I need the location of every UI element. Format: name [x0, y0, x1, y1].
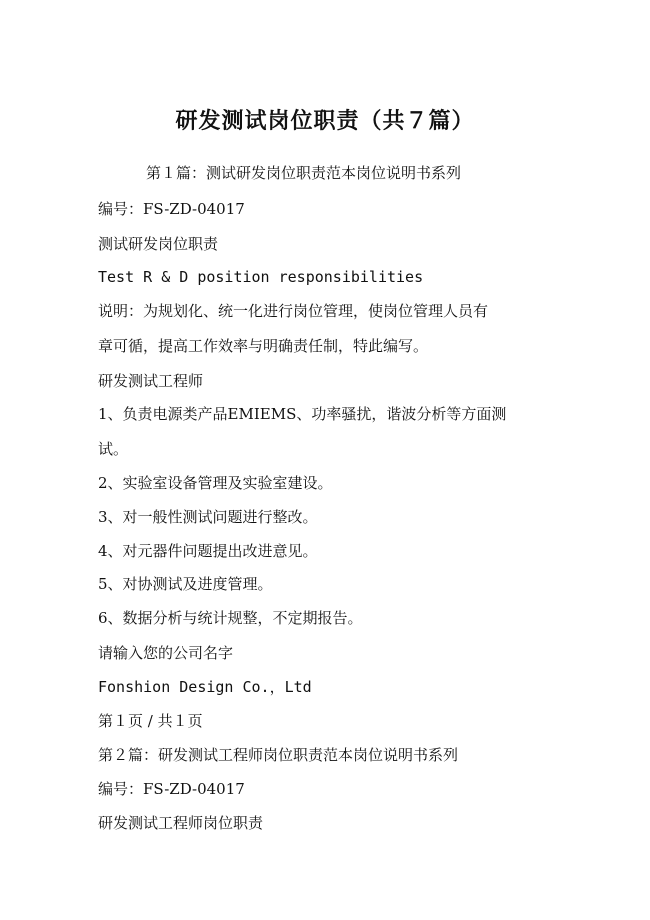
- duty-item-1-line-1: 1、负责电源类产品EMIEMS、功率骚扰，谐波分析等方面测: [98, 405, 507, 423]
- section-1-description-line-2: 章可循，提高工作效率与明确责任制，特此编写。: [98, 337, 429, 355]
- duty-item-5: 5、对协测试及进度管理。: [98, 575, 273, 593]
- duty-item-3: 3、对一般性测试问题进行整改。: [98, 508, 318, 526]
- duty-item-2: 2、实验室设备管理及实验室建设。: [98, 474, 333, 492]
- section-1-subtitle: 测试研发岗位职责: [98, 235, 219, 253]
- duty-item-6: 6、数据分析与统计规整，不定期报告。: [98, 609, 363, 627]
- section-2-heading: 第２篇：研发测试工程师岗位职责范本岗位说明书系列: [98, 746, 459, 764]
- section-2-doc-number: 编号：FS-ZD-04017: [98, 780, 245, 798]
- company-name: Fonshion Design Co.，Ltd: [98, 678, 312, 696]
- document-title: 研发测试岗位职责（共７篇）: [175, 109, 475, 134]
- section-1-english-subtitle: Test R & D position responsibilities: [98, 268, 424, 286]
- duty-item-1-line-2: 试。: [98, 440, 129, 458]
- section-1-heading: 第１篇：测试研发岗位职责范本岗位说明书系列: [146, 164, 462, 182]
- section-1-role-heading: 研发测试工程师: [98, 372, 204, 390]
- section-1-doc-number: 编号：FS-ZD-04017: [98, 200, 245, 218]
- section-1-description-line-1: 说明：为规划化、统一化进行岗位管理，使岗位管理人员有: [98, 302, 489, 320]
- company-name-prompt: 请输入您的公司名字: [98, 644, 234, 662]
- page-indicator: 第１页 / 共１页: [98, 712, 203, 730]
- section-2-subtitle: 研发测试工程师岗位职责: [98, 814, 264, 832]
- duty-item-4: 4、对元器件问题提出改进意见。: [98, 542, 318, 560]
